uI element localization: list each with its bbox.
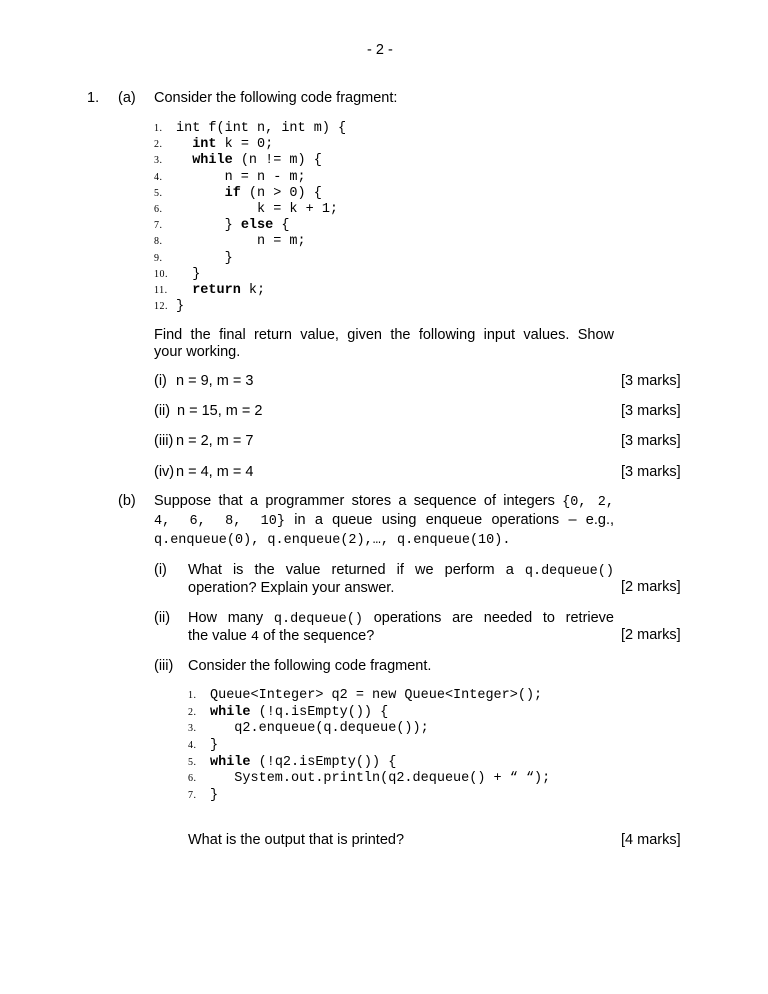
code-line <box>154 137 346 153</box>
code-text: System.out.println(q2.dequeue() + “ “); <box>210 771 551 787</box>
item-label: (iii) <box>154 433 174 449</box>
page-number: - 2 - <box>367 42 393 58</box>
sub-ii-text <box>188 610 614 646</box>
sub-iii-marks: [4 marks] <box>621 832 681 848</box>
code-text: while (!q.isEmpty()) { <box>210 704 389 720</box>
intro-text: in a queue using enqueue operations – e.g., <box>294 512 615 528</box>
line-number: 10. <box>154 268 168 280</box>
item-marks: [3 marks] <box>621 403 681 419</box>
line-number: 3. <box>188 723 197 735</box>
code-line <box>188 705 550 722</box>
item-marks: [3 marks] <box>621 433 681 449</box>
item-text: n = 2, m = 7 <box>176 433 254 449</box>
sub-ii-marks: [2 marks] <box>621 627 681 643</box>
sub-ii-line-1 <box>188 610 614 628</box>
item-label: (iv) <box>154 464 175 480</box>
instruction-line-2: your working. <box>154 344 241 360</box>
code-text: return k; <box>192 282 266 298</box>
code-text: while (!q2.isEmpty()) { <box>210 754 397 770</box>
code-line <box>188 788 550 805</box>
code-line <box>188 688 550 705</box>
part-b-label: (b) <box>118 493 136 509</box>
code-line <box>188 755 550 772</box>
sub-ii-text-part: of the sequence? <box>263 628 375 644</box>
part-a-label: (a) <box>118 90 136 106</box>
sub-ii-text-part: How many <box>188 610 264 626</box>
sub-i-text <box>188 562 614 597</box>
code-text: } <box>176 250 233 266</box>
code-text: } else { <box>176 218 290 234</box>
code-line <box>154 283 346 299</box>
sub-iii-label: (iii) <box>154 658 174 674</box>
line-number: 12. <box>154 301 168 313</box>
line-number: 6. <box>154 203 163 215</box>
code-text: while (n != m) { <box>192 153 322 169</box>
code-text: k = k + 1; <box>176 201 339 217</box>
item-text: n = 9, m = 3 <box>176 373 254 389</box>
code-line <box>188 738 550 755</box>
sub-i-code: q.dequeue() <box>524 564 614 579</box>
sub-i-marks: [2 marks] <box>621 579 681 595</box>
line-number: 5. <box>188 756 197 768</box>
sub-i-line-1 <box>188 562 614 580</box>
line-number: 8. <box>154 236 163 248</box>
code-text: } <box>210 788 219 804</box>
part-b-intro-line-1 <box>154 493 614 511</box>
line-number: 2. <box>188 706 197 718</box>
sub-i-line-2: operation? Explain your answer. <box>188 580 395 596</box>
intro-code: {0, 2, <box>562 495 615 510</box>
sub-ii-code: 4 <box>250 630 259 645</box>
sub-iii-intro: Consider the following code fragment. <box>188 658 432 674</box>
intro-code: 4, 6, 8, 10} <box>154 514 285 529</box>
part-a-intro: Consider the following code fragment: <box>154 90 398 106</box>
code-text: n = n - m; <box>176 169 306 185</box>
item-label: (i) <box>154 373 167 389</box>
item-marks: [3 marks] <box>621 464 681 480</box>
code-text: } <box>176 299 185 315</box>
line-number: 9. <box>154 252 163 264</box>
code-line <box>154 153 346 169</box>
code-line <box>154 234 346 250</box>
code-line <box>188 771 550 788</box>
code-text: Queue<Integer> q2 = new Queue<Integer>(); <box>210 688 543 703</box>
code-text: q2.enqueue(q.dequeue()); <box>210 721 429 737</box>
code-line <box>188 721 550 738</box>
line-number: 3. <box>154 155 163 167</box>
sub-ii-text-part: operations are needed to retrieve <box>373 610 614 626</box>
line-number: 4. <box>154 171 163 183</box>
part-a-instruction <box>154 327 614 361</box>
code-text: int k = 0; <box>192 137 274 153</box>
line-number: 1. <box>188 690 197 701</box>
code-line <box>154 299 346 315</box>
code-fragment-a <box>154 121 346 315</box>
sub-i-label: (i) <box>154 562 167 578</box>
part-b-intro-line-2 <box>154 512 614 530</box>
code-text: if (n > 0) { <box>224 185 322 201</box>
line-number: 4. <box>188 740 197 752</box>
code-line <box>154 251 346 267</box>
sub-ii-code: q.dequeue() <box>273 612 363 627</box>
code-line <box>154 121 346 137</box>
code-line <box>154 218 346 234</box>
code-text: } <box>176 266 201 282</box>
line-number: 5. <box>154 187 163 199</box>
line-number: 7. <box>154 220 163 232</box>
item-text: n = 15, m = 2 <box>177 403 263 419</box>
code-line <box>154 170 346 186</box>
code-text: int f(int n, int m) { <box>176 121 347 136</box>
line-number: 1. <box>154 123 163 134</box>
code-line <box>154 202 346 218</box>
intro-text: Suppose that a programmer stores a sequence of integers <box>154 493 555 509</box>
line-number: 7. <box>188 790 197 802</box>
instruction-line-1: Find the final return value, given the following input values. Show <box>154 327 614 343</box>
item-marks: [3 marks] <box>621 373 681 389</box>
sub-iii-question: What is the output that is printed? <box>188 832 405 848</box>
code-line <box>154 186 346 202</box>
line-number: 11. <box>154 284 168 296</box>
code-text: } <box>210 738 219 754</box>
question-number: 1. <box>87 90 100 106</box>
intro-code: q.enqueue(0), q.enqueue(2),…, q.enqueue(10). <box>154 533 511 548</box>
code-line <box>154 267 346 283</box>
sub-ii-line-2 <box>188 628 614 646</box>
part-b-intro <box>154 493 614 549</box>
code-fragment-b <box>188 688 550 805</box>
part-b-intro-line-3 <box>154 531 614 549</box>
item-text: n = 4, m = 4 <box>176 464 254 480</box>
sub-i-text-part: What is the value returned if we perform a <box>188 562 514 578</box>
sub-ii-label: (ii) <box>154 610 171 626</box>
sub-ii-text-part: the value <box>188 628 247 644</box>
item-label: (ii) <box>154 403 171 419</box>
line-number: 6. <box>188 773 197 785</box>
line-number: 2. <box>154 139 163 151</box>
code-text: n = m; <box>176 234 306 250</box>
